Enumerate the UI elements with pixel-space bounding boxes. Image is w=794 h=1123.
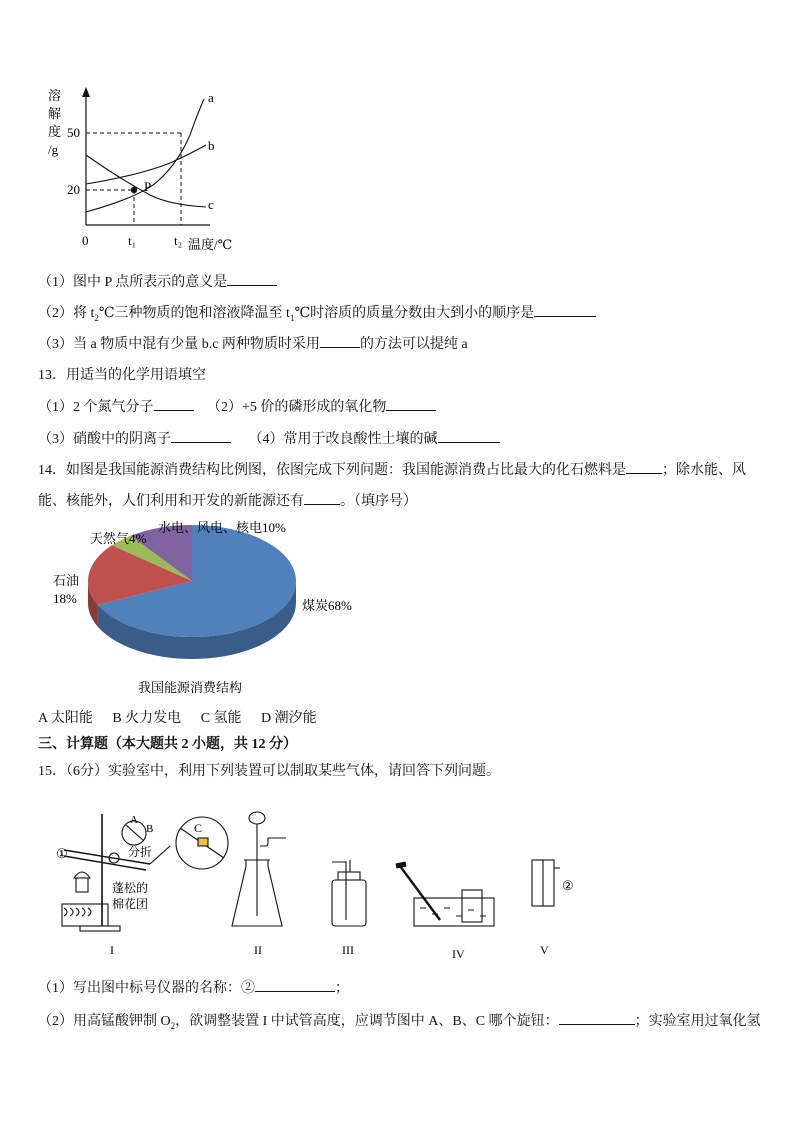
- apparatus-V: [532, 860, 560, 906]
- option-d: D 潮汐能: [261, 711, 317, 726]
- option-c: C 氢能: [200, 711, 242, 726]
- pie-label-gas: 天然气4%: [90, 531, 147, 546]
- label-I: I: [110, 943, 114, 957]
- ylabel-char-3: 度: [48, 124, 62, 139]
- answer-blank[interactable]: [534, 302, 596, 317]
- ytick-20: 20: [67, 182, 80, 197]
- q12-part3: （3）当 a 物质中混有少量 b.c 两种物质时采用 的方法可以提纯 a: [38, 333, 468, 353]
- curve-c-label: c: [208, 197, 214, 212]
- point-p-label: P: [144, 179, 152, 194]
- xtick-t2: t₂: [174, 233, 183, 248]
- answer-blank[interactable]: [227, 271, 277, 286]
- apparatus-IV: [396, 864, 494, 926]
- label-IV: IV: [452, 947, 465, 960]
- annot-1: ①: [56, 846, 68, 861]
- ytick-50: 50: [67, 125, 80, 140]
- q13-line1: （1）2 个氮气分子 （2）+5 价的磷形成的氧化物: [38, 396, 436, 416]
- curve-a-label: a: [208, 90, 214, 105]
- q15-intro: 15．（6分）实验室中，利用下列装置可以制取某些气体，请回答下列问题。: [38, 764, 500, 779]
- label-II: II: [254, 943, 262, 957]
- ylabel-char-2: 解: [48, 106, 62, 121]
- xtick-t1: t₁: [128, 233, 137, 248]
- origin-label: 0: [82, 233, 89, 248]
- answer-blank[interactable]: [438, 428, 500, 443]
- section-heading: 三、计算题（本大题共 2 小题，共 12 分）: [38, 737, 297, 752]
- xlabel: 温度/℃: [188, 237, 233, 252]
- answer-blank[interactable]: [154, 396, 194, 411]
- annot-c: C: [194, 821, 203, 835]
- y-axis-arrow: [82, 87, 90, 97]
- answer-blank[interactable]: [320, 333, 360, 348]
- q13-title: 13．用适当的化学用语填空: [38, 368, 206, 383]
- q14-line2: 能、核能外，人们利用和开发的新能源还有 。（填序号）: [38, 490, 417, 510]
- point-p: [131, 187, 137, 193]
- q14-options: [38, 707, 317, 727]
- annot-b: B: [146, 823, 154, 835]
- answer-blank[interactable]: [255, 977, 335, 992]
- answer-blank[interactable]: [626, 459, 662, 474]
- ylabel-char-4: /g: [48, 142, 59, 157]
- annot-a: A: [130, 814, 138, 826]
- option-b: B 火力发电: [112, 711, 182, 726]
- answer-blank[interactable]: [304, 490, 340, 505]
- q12-part1: （1）图中 P 点所表示的意义是: [38, 271, 277, 291]
- apparatus-figure: [50, 808, 590, 960]
- curve-b-label: b: [208, 138, 215, 153]
- apparatus-II: [232, 812, 286, 926]
- answer-blank[interactable]: [386, 396, 436, 411]
- apparatus-III: [332, 860, 366, 926]
- solubility-chart: [40, 85, 250, 257]
- label-III: III: [342, 943, 354, 957]
- energy-pie-chart: [40, 515, 380, 700]
- q13-line2: （3）硝酸中的阴离子 （4）常用于改良酸性土壤的碱: [38, 428, 500, 448]
- annot-2: ②: [562, 878, 574, 893]
- q15-part2: （2）用高锰酸钾制 $O_2$，欲调整装置 I 中试管高度，应调节图中 A、B、C 哪个旋钮： ；实验室用过氧化氢: [38, 1010, 761, 1031]
- annot-cotton-1: 蓬松的: [112, 881, 149, 895]
- q12-part2: （2）将 $t_2℃$三种物质的饱和溶液降温至 $t_1℃$时溶质的质量分数由大到小的顺序是: [38, 302, 596, 323]
- pie-label-oil-name: 石油: [53, 573, 80, 588]
- option-a: A 太阳能: [38, 711, 93, 726]
- label-V: V: [540, 943, 549, 957]
- answer-blank[interactable]: [559, 1010, 635, 1025]
- annot-cotton-2: 棉花团: [112, 897, 149, 911]
- pie-label-coal: 煤炭68%: [302, 598, 352, 613]
- apparatus-I: [62, 814, 228, 931]
- annot-split: 分折: [128, 845, 153, 859]
- pie-title: 我国能源消费结构: [138, 680, 243, 695]
- pie-label-oil-pct: 18%: [53, 591, 77, 606]
- q14-line1: 14．如图是我国能源消费结构比例图，依图完成下列问题：我国能源消费占比最大的化石燃料是 ；除水能、风: [38, 459, 746, 479]
- ylabel-char-1: 溶: [48, 88, 62, 103]
- pie-label-hydro: 水电、风电、核电10%: [158, 520, 286, 535]
- q15-part1: （1）写出图中标号仪器的名称：② ；: [38, 977, 349, 997]
- answer-blank[interactable]: [171, 428, 231, 443]
